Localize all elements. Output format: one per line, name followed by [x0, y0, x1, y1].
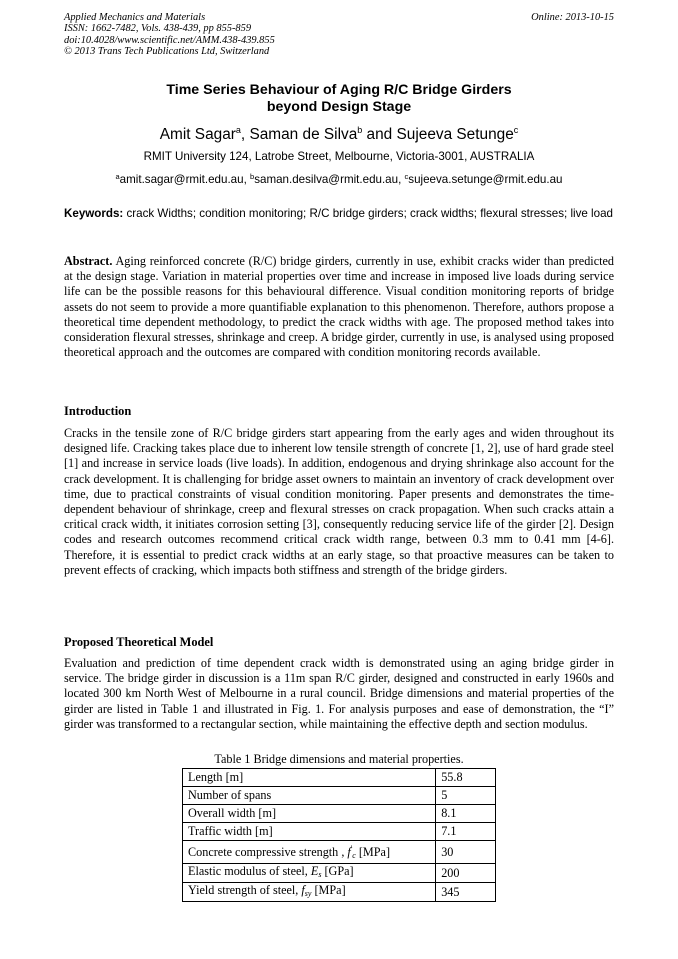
abstract-label: Abstract. [64, 254, 113, 268]
affiliation: RMIT University 124, Latrobe Street, Melbourne, Victoria-3001, AUSTRALIA [143, 150, 535, 163]
copyright-line: © 2013 Trans Tech Publications Ltd, Switzerland [64, 46, 270, 58]
author-list [64, 121, 614, 144]
table-row [183, 823, 496, 841]
label-unit: [MPa] [355, 845, 391, 859]
email-address[interactable]: sujeeva.setunge@rmit.edu.au [408, 173, 563, 186]
table-cell-value: 345 [436, 883, 496, 902]
author-name: Saman de Silva [249, 126, 358, 143]
symbol-subscript: c [352, 851, 356, 860]
table-caption: Table 1 Bridge dimensions and material properties. [214, 752, 464, 766]
properties-table [182, 768, 496, 902]
abstract [64, 254, 614, 360]
online-date: Online: 2013-10-15 [531, 12, 614, 23]
title-line-2: beyond Design Stage [266, 99, 412, 115]
introduction-heading: Introduction [64, 404, 132, 418]
introduction-text: Cracks in the tensile zone of R/C bridge girders start appearing from the early ages and widen throughout its designed life. Cracking takes place due to inherent low tensile strength of concrete [1, 2], use of hard grade steel [1] and increase in service loads (live loads). In addition, endogenous and drying shrinkage also account for the crack development. It is challenging for bridge asset owners to maintain an inventory of crack development over time, due to practical constraints of visual condition monitoring. Paper presents and demonstrates the time-dependent behaviour of shrinkage, creep and flexural stresses on crack propagation. When such cracks attain a critical crack width, it initiates corrosion setting [3], consequently reducing service life of the girder [2]. Design codes and research outcomes recommend critical crack width range, between 0.3 mm to 0.41 mm [4-6]. Therefore, it is essential to predict crack widths at an early stage, so that proactive measures can be taken to prevent effects of cracking, which impacts both stiffness and strength of the bridge girders. [64, 426, 614, 577]
title-line-1: Time Series Behaviour of Aging R/C Bridge Girders [166, 82, 512, 98]
model-heading: Proposed Theoretical Model [64, 635, 214, 649]
email-separator: , [243, 173, 251, 186]
symbol-subscript: s [318, 870, 322, 879]
doi-line: doi:10.4028/www.scientific.net/AMM.438-439.855 [64, 34, 275, 46]
author-separator: , [240, 126, 250, 143]
table-cell-value: 30 [436, 841, 496, 864]
keywords-label: Keywords: [64, 207, 124, 220]
table-row [183, 864, 496, 883]
table-cell-value: 5 [436, 787, 496, 805]
keywords-text: crack Widths; condition monitoring; R/C bridge girders; crack widths; flexural stresses; live load [123, 207, 613, 220]
symbol-subscript: sy [304, 889, 312, 898]
table-cell-label: Length [m] [183, 769, 436, 787]
table-row [183, 787, 496, 805]
table-cell-value: 200 [436, 864, 496, 883]
label-text: Concrete compressive strength , [188, 845, 348, 859]
email-mark: a [115, 172, 120, 181]
issn-line: ISSN: 1662-7482, Vols. 438-439, pp 855-859 [64, 23, 252, 35]
label-unit: [GPa] [321, 864, 354, 878]
journal-name: Applied Mechanics and Materials [64, 12, 206, 23]
label-unit: [MPa] [311, 883, 346, 897]
abstract-text: Aging reinforced concrete (R/C) bridge girders, currently in use, exhibit cracks wider than predicted at the design stage. Variation in material properties over time and increase in imposed live loads during service life can be the possible reasons for this behavioural difference. Visual condition monitoring reports of bridge assets do not seem to provide a more quantifiable explanation to this phenomenon. Therefore, authors propose a theoretical time dependent methodology, to predict the crack widths with age. The proposed method takes into consideration flexural stresses, shrinkage and creep. A bridge girder, currently in use, is analysed using proposed theoretical approach and the outcomes are compared with condition monitoring records available. [64, 254, 614, 360]
symbol: f [347, 845, 351, 859]
email-separator: , [398, 173, 405, 186]
email-address[interactable]: saman.desilva@rmit.edu.au [254, 173, 399, 186]
table-cell-value: 55.8 [436, 769, 496, 787]
table-cell-value: 8.1 [436, 805, 496, 823]
table-cell-label: Traffic width [m] [183, 823, 436, 841]
table-row [183, 841, 496, 864]
model-text: Evaluation and prediction of time dependent crack width is demonstrated using an aging bridge girder in service. The bridge girder in discussion is a 11m span R/C girder, designed and constructed in early 1960s and located 300 km North West of Melbourne in a rural council. Bridge dimensions and material properties of the girder are listed in Table 1 and illustrated in Fig. 1. For analysis purposes and ease of demonstration, the “I” girder was transformed to a rectangular section, while maintaining the effective depth and section modulus. [64, 656, 614, 731]
author-mark: a [235, 125, 241, 135]
email-mark: c [404, 172, 409, 181]
symbol: f [301, 883, 305, 897]
author-separator: and [362, 126, 397, 143]
paper-title [64, 82, 614, 116]
table-row [183, 805, 496, 823]
table-row [183, 769, 496, 787]
symbol: E [310, 864, 319, 878]
label-text: Yield strength of steel, [188, 883, 302, 897]
email-list [64, 170, 614, 187]
author-name: Amit Sagar [159, 126, 236, 143]
table-cell-label: Number of spans [183, 787, 436, 805]
email-address[interactable]: amit.sagar@rmit.edu.au [119, 173, 244, 186]
keywords [64, 207, 614, 221]
table-cell-label [183, 883, 436, 902]
email-mark: b [250, 172, 255, 181]
author-name: Sujeeva Setunge [396, 126, 514, 143]
table-cell-label [183, 864, 436, 883]
author-mark: c [513, 125, 519, 135]
journal-header [64, 12, 275, 58]
label-text: Elastic modulus of steel, [188, 864, 311, 878]
table-cell-label [183, 841, 436, 864]
table-cell-value: 7.1 [436, 823, 496, 841]
table-cell-label: Overall width [m] [183, 805, 436, 823]
author-mark: b [357, 125, 363, 135]
table-row [183, 883, 496, 902]
symbol-prime: ' [350, 844, 353, 853]
